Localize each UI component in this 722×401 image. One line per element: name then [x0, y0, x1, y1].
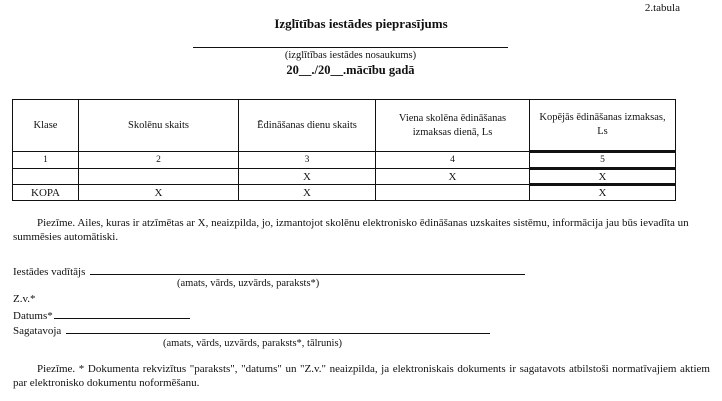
col-header-skolenu-skaits: Skolēnu skaits: [79, 100, 239, 152]
table-total-row: [13, 185, 676, 201]
table-header-row: [13, 100, 676, 152]
institution-head-blank-line: [90, 263, 525, 275]
table-cell: KOPA: [13, 185, 79, 201]
page-title: Izglītības iestādes pieprasījums: [274, 16, 448, 31]
date-blank-line: [54, 307, 190, 319]
table-cell: X: [376, 169, 530, 185]
table-cell: 1: [13, 152, 79, 169]
col-header-edinasanas-dienu-skaits: Ēdināšanas dienu skaits: [239, 100, 376, 152]
table-cell: X: [79, 185, 239, 201]
institution-head-caption: (amats, vārds, uzvārds, paraksts*): [177, 278, 320, 289]
table-cell: 5: [530, 152, 676, 169]
table-cell: X: [239, 185, 376, 201]
table-cell: 4: [376, 152, 530, 169]
zv-label: Z.v.*: [13, 293, 36, 305]
note-x-columns: Piezīme. Ailes, kuras ir atzīmētas ar X, neaizpilda, jo, izmantojot skolēnu elektronisko ēdināšanas uzskaites sistēmu, informācija jau būs ievadīta un summēsies automātiski.: [13, 217, 689, 243]
col-header-klase: Klase: [13, 100, 79, 152]
table-number-label: 2.tabula: [644, 2, 680, 14]
table-cell: 3: [239, 152, 376, 169]
table-cell: X: [530, 169, 676, 185]
column-number-row: [13, 152, 676, 169]
institution-head-signature-row: [13, 263, 525, 279]
table-cell: X: [530, 185, 676, 201]
note-electronic-document: Piezīme. * Dokumenta rekvizītus "paraksts", "datums" un "Z.v." neaizpilda, ja elektroniskais dokuments ir sagatavots atbilstoši normatīvajiem aktiem par elektronisko dokumentu noformēšanu.: [13, 363, 710, 389]
request-table: [12, 99, 676, 201]
institution-name-blank-line: [193, 47, 508, 48]
col-header-izmaksas-diena: Viena skolēna ēdināšanas izmaksas dienā, Ls: [376, 100, 530, 152]
institution-head-label: Iestādes vadītājs: [13, 266, 86, 278]
date-label: Datums*: [13, 310, 53, 322]
col-header-kopejas-izmaksas: Kopējās ēdināšanas izmaksas, Ls: [530, 100, 676, 152]
prepared-by-row: [13, 322, 490, 338]
table-cell: [13, 169, 79, 185]
prepared-by-caption: (amats, vārds, uzvārds, paraksts*, tālrunis): [163, 338, 343, 349]
table-cell: X: [239, 169, 376, 185]
school-year-line: 20__./20__.mācību gadā: [286, 63, 415, 77]
institution-name-caption: (izglītības iestādes nosaukums): [284, 50, 417, 61]
prepared-by-label: Sagatavoja: [13, 325, 62, 337]
table-cell: [376, 185, 530, 201]
table-cell: [79, 169, 239, 185]
date-row: [13, 307, 190, 323]
prepared-by-blank-line: [66, 322, 490, 334]
table-cell: 2: [79, 152, 239, 169]
table-row: [13, 169, 676, 185]
